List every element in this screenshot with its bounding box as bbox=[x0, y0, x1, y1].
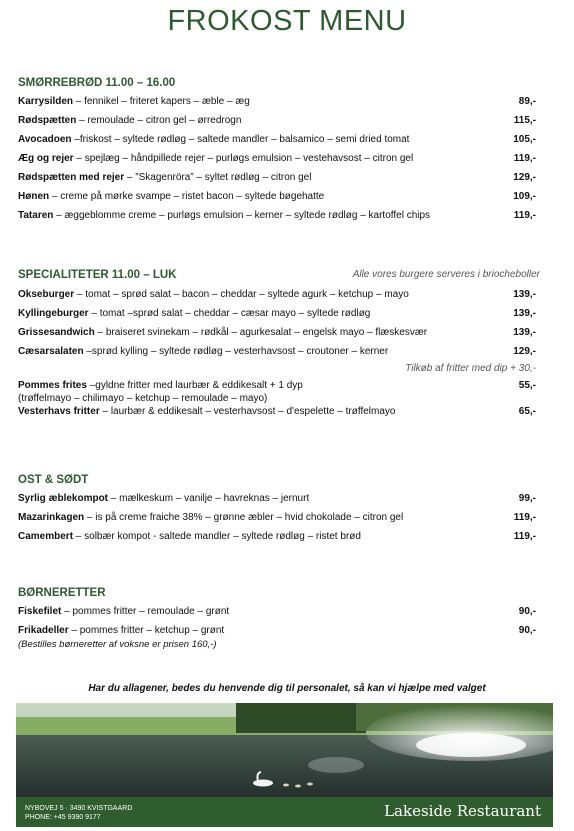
fries-addon-note: Tilkøb af fritter med dip + 30,- bbox=[405, 363, 536, 374]
dish-name: Kyllingeburger bbox=[18, 308, 89, 319]
dish-price: 109,- bbox=[513, 191, 536, 202]
allergy-notice: Har du allagener, bedes du henvende dig til personalet, så kan vi hjælpe med valget bbox=[88, 683, 486, 694]
section-specialiteter bbox=[18, 269, 540, 417]
dish-name: Avocadoen bbox=[18, 134, 72, 145]
restaurant-contact bbox=[25, 804, 132, 822]
dish-description: –friskost – syltede rødløg – saltede mandler – balsamico – semi dried tomat bbox=[71, 134, 410, 145]
menu-item bbox=[18, 625, 540, 636]
menu-item bbox=[18, 606, 540, 617]
menu-item bbox=[18, 210, 540, 221]
restaurant-logo-text: Lakeside Restaurant bbox=[384, 802, 541, 820]
dish-price: 105,- bbox=[513, 134, 536, 145]
dish-description: – pommes fritter – ketchup – grønt bbox=[68, 625, 225, 636]
dish-name: Hønen bbox=[18, 191, 50, 202]
dish-price: 55,- bbox=[518, 380, 536, 391]
dish-description: – solbær kompot - saltede mandler – syltede rødløg – ristet brød bbox=[73, 531, 361, 542]
menu-item bbox=[18, 346, 540, 357]
dish-name: Mazarinkagen bbox=[18, 512, 85, 523]
dish-price: 139,- bbox=[513, 308, 536, 319]
dish-name: Frikadeller bbox=[18, 625, 69, 636]
menu-item bbox=[18, 531, 540, 542]
dish-description: – tomat – sprød salat – bacon – cheddar – syltede agurk – ketchup – mayo bbox=[74, 289, 409, 300]
section-heading: BØRNERETTER bbox=[18, 587, 106, 599]
dish-name: Cæsarsalaten bbox=[18, 346, 84, 357]
menu-item bbox=[18, 512, 540, 523]
dish-name: Æg og rejer bbox=[18, 153, 74, 164]
dish-name: Syrlig æblekompot bbox=[18, 493, 109, 504]
dish-price: 90,- bbox=[518, 625, 536, 636]
lake-fountain-photo bbox=[16, 703, 553, 797]
menu-item bbox=[18, 289, 540, 300]
dish-name: Rødspætten med rejer bbox=[18, 172, 125, 183]
dish-description: – ”Skagenröra” – syltet rødløg – citron gel bbox=[124, 172, 312, 183]
restaurant-phone: PHONE: +45 9390 9177 bbox=[25, 814, 101, 821]
dish-name: Rødspætten bbox=[18, 115, 77, 126]
dish-price: 119,- bbox=[513, 210, 536, 221]
dish-price: 119,- bbox=[513, 531, 536, 542]
section-borneretter bbox=[18, 587, 540, 650]
menu-item bbox=[18, 406, 540, 417]
section-heading bbox=[18, 269, 540, 285]
dish-description: – æggeblomme creme – purløgs emulsion – kerner – syltede rødløg – kartoffel chips bbox=[53, 210, 431, 221]
dish-description: – braiseret svinekam – rødkål – agurkesalat – engelsk mayo – flæskesvær bbox=[94, 327, 428, 338]
dish-price: 99,- bbox=[518, 493, 536, 504]
dish-price: 89,- bbox=[518, 96, 536, 107]
dish-name: Okseburger bbox=[18, 289, 75, 300]
section-heading: OST & SØDT bbox=[18, 474, 89, 486]
dish-description: – remoulade – citron gel – ørredrogn bbox=[76, 115, 242, 126]
dish-price: 65,- bbox=[518, 406, 536, 417]
dish-price: 129,- bbox=[513, 172, 536, 183]
dish-description: – laurbær & eddikesalt – vesterhavsost – d'espelette – trøffelmayo bbox=[99, 406, 396, 417]
dish-description: – tomat –sprød salat – cheddar – cæsar mayo – syltede rødløg bbox=[88, 308, 371, 319]
dish-description: – is på creme fraiche 38% – grønne æbler – hvid chokolade – citron gel bbox=[84, 512, 404, 523]
menu-item bbox=[18, 134, 540, 145]
section-heading: SMØRREBRØD 11.00 – 16.00 bbox=[18, 77, 176, 89]
dish-price: 115,- bbox=[513, 115, 536, 126]
dish-name: Vesterhavs fritter bbox=[18, 406, 100, 417]
menu-item bbox=[18, 191, 540, 202]
menu-item bbox=[18, 308, 540, 319]
dish-price: 119,- bbox=[513, 512, 536, 523]
dip-options: (trøffelmayo – chilimayo – ketchup – remoulade – mayo) bbox=[18, 393, 268, 404]
dish-description: – spejlæg – håndpillede rejer – purløgs emulsion – vestehavsost – citron gel bbox=[73, 153, 414, 164]
dish-name: Pommes frites bbox=[18, 380, 87, 391]
restaurant-address: NYBOVEJ 5 · 3490 KVISTGAARD bbox=[25, 805, 133, 812]
menu-item bbox=[18, 380, 540, 391]
footer-bar bbox=[16, 797, 553, 827]
dish-price: 119,- bbox=[513, 153, 536, 164]
dish-description: – creme på mørke svampe – ristet bacon – syltede bøgehatte bbox=[49, 191, 325, 202]
section-smorrebrod bbox=[18, 77, 540, 221]
dish-price: 139,- bbox=[513, 289, 536, 300]
page-title: FROKOST MENU bbox=[167, 5, 407, 37]
dish-description: – fennikel – friteret kapers – æble – æg bbox=[73, 96, 250, 107]
dish-name: Karrysilden bbox=[18, 96, 74, 107]
dish-description: –gyldne fritter med laurbær & eddikesalt + 1 dyp bbox=[86, 380, 303, 391]
dish-name: Camembert bbox=[18, 531, 74, 542]
menu-item bbox=[18, 96, 540, 107]
dish-price: 139,- bbox=[513, 327, 536, 338]
menu-item bbox=[18, 493, 540, 504]
dish-price: 90,- bbox=[518, 606, 536, 617]
burger-bun-note: Alle vores burgere serveres i briocheboller bbox=[352, 269, 540, 280]
dish-name: Fiskefilet bbox=[18, 606, 62, 617]
dish-price: 129,- bbox=[513, 346, 536, 357]
dish-description: – mælkeskum – vanilje – havreknas – jernurt bbox=[108, 493, 310, 504]
menu-item bbox=[18, 327, 540, 338]
dish-name: Grissesandwich bbox=[18, 327, 95, 338]
menu-item bbox=[18, 153, 540, 164]
menu-item bbox=[18, 115, 540, 126]
section-heading-text: SPECIALITETER 11.00 – LUK bbox=[18, 269, 177, 281]
dish-description: – pommes fritter – remoulade – grønt bbox=[61, 606, 230, 617]
section-ost-og-sodt bbox=[18, 474, 540, 542]
dish-description: –sprød kylling – syltede rødløg – vesterhavsost – croutoner – kerner bbox=[83, 346, 389, 357]
menu-item bbox=[18, 172, 540, 183]
kids-price-note: (Bestilles børneretter af voksne er prisen 160,-) bbox=[18, 639, 217, 650]
dish-name: Tataren bbox=[18, 210, 54, 221]
